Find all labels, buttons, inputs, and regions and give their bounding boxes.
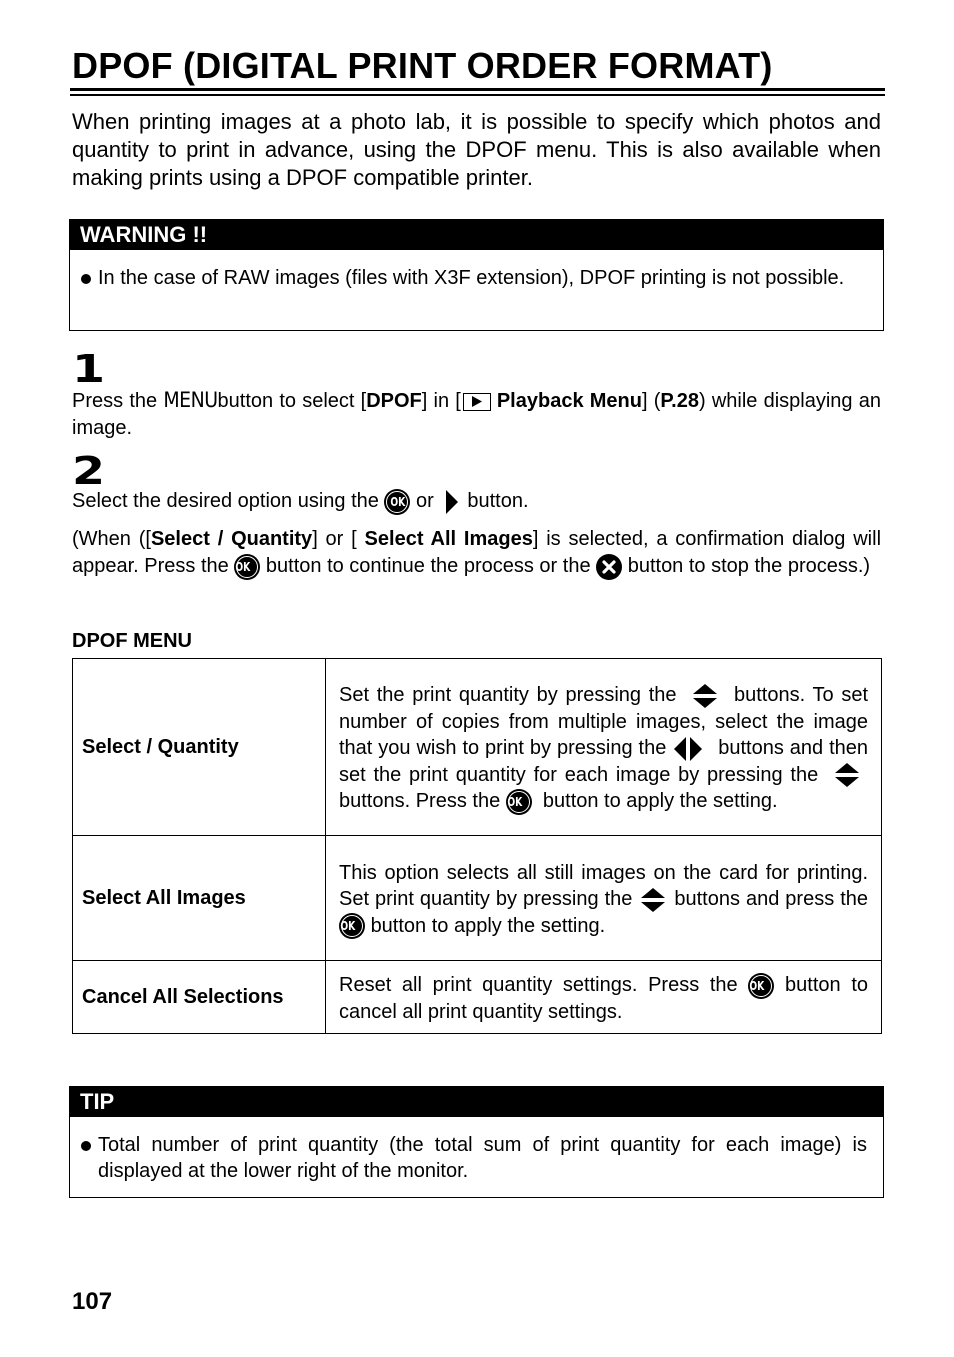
warning-text: In the case of RAW images (files with X3F extension), DPOF printing is not possible. xyxy=(98,267,845,289)
cancel-x-icon xyxy=(596,554,622,580)
up-down-arrow-icon xyxy=(640,887,666,913)
right-arrow-icon xyxy=(443,490,459,514)
playback-menu-ref: Playback Menu xyxy=(496,390,642,412)
row-label: Select All Images xyxy=(73,836,326,961)
up-down-arrow-icon xyxy=(692,683,718,709)
step-2-or: or xyxy=(416,490,434,512)
page-title: DPOF (DIGITAL PRINT ORDER FORMAT) xyxy=(72,45,773,86)
note-d: button to continue the process or the xyxy=(265,555,591,577)
ok-button-icon: OK xyxy=(748,973,774,999)
tip-heading: TIP xyxy=(70,1087,883,1117)
note-b: ] or [ xyxy=(312,528,357,550)
note-select-quantity: Select / Quantity xyxy=(150,528,313,550)
tip-box xyxy=(69,1086,884,1198)
step-1-t1: Press the xyxy=(72,390,158,412)
dpof-menu-heading: DPOF MENU xyxy=(72,630,192,652)
table-row xyxy=(73,836,882,961)
dpof-ref: DPOF xyxy=(366,390,422,412)
step-2-number: 2 xyxy=(72,449,106,493)
note-a: (When ([ xyxy=(72,528,151,550)
note-select-all: Select All Images xyxy=(364,528,533,550)
page-ref: P.28 xyxy=(660,390,699,412)
step-1-text xyxy=(72,387,881,442)
tip-body xyxy=(70,1117,883,1194)
title-rule-top xyxy=(70,88,885,91)
row-description: This option selects all still images on the card for printing. Set print quantity by pressing the buttons and press the OK button to apply the setting. xyxy=(326,836,882,961)
left-right-arrow-icon xyxy=(672,737,704,761)
intro-paragraph: When printing images at a photo lab, it is possible to specify which photos and quantity to print in advance, using the DPOF menu. This is also available when making prints using a DPOF compatible printer. xyxy=(72,109,881,190)
bullet-icon xyxy=(81,274,91,284)
row-label: Cancel All Selections xyxy=(73,961,326,1034)
step-1-t5: ) while displaying an image. xyxy=(72,390,881,439)
warning-body xyxy=(70,250,883,301)
table-row xyxy=(73,659,882,836)
warning-heading: WARNING !! xyxy=(70,220,883,250)
step-2-line xyxy=(72,488,881,515)
dpof-menu-table xyxy=(72,658,882,1034)
warning-box xyxy=(69,219,884,331)
note-c: ] is selected, a confirmation dialog will appear. Press the xyxy=(72,528,882,577)
step-1-t3: ] in [ xyxy=(421,390,461,412)
step-2-note xyxy=(72,526,881,580)
ok-button-icon: OK xyxy=(506,789,532,815)
ok-button-icon: OK xyxy=(234,554,260,580)
step-1-number: 1 xyxy=(72,347,106,391)
row-description: Reset all print quantity settings. Press the OK button to cancel all print quantity settings. xyxy=(326,961,882,1034)
tip-text: Total number of print quantity (the total sum of print quantity for each image) is displayed at the lower right of the monitor. xyxy=(98,1134,867,1182)
step-1-t2: button to select [ xyxy=(217,390,367,412)
playback-icon xyxy=(463,393,491,411)
ok-button-icon: OK xyxy=(339,913,365,939)
step-1-t4: ] ( xyxy=(641,390,661,412)
title-rule-bottom xyxy=(70,94,885,96)
up-down-arrow-icon xyxy=(834,762,860,788)
ok-button-icon: OK xyxy=(384,489,410,515)
row-description: Set the print quantity by pressing the buttons. To set number of copies from multiple images, select the image that you wish to print by pressing the buttons and then set the print quantity for each image by pressing the buttons. Press the OK button to apply the setting. xyxy=(326,659,882,836)
page-number: 107 xyxy=(72,1288,113,1315)
menu-button-label: MENU xyxy=(163,388,218,412)
step-2-line1-b: button. xyxy=(467,490,529,512)
note-e: button to stop the process.) xyxy=(627,555,871,577)
table-row xyxy=(73,961,882,1034)
row-label: Select / Quantity xyxy=(73,659,326,836)
bullet-icon xyxy=(81,1141,91,1151)
step-2-line1-a: Select the desired option using the xyxy=(72,490,379,512)
